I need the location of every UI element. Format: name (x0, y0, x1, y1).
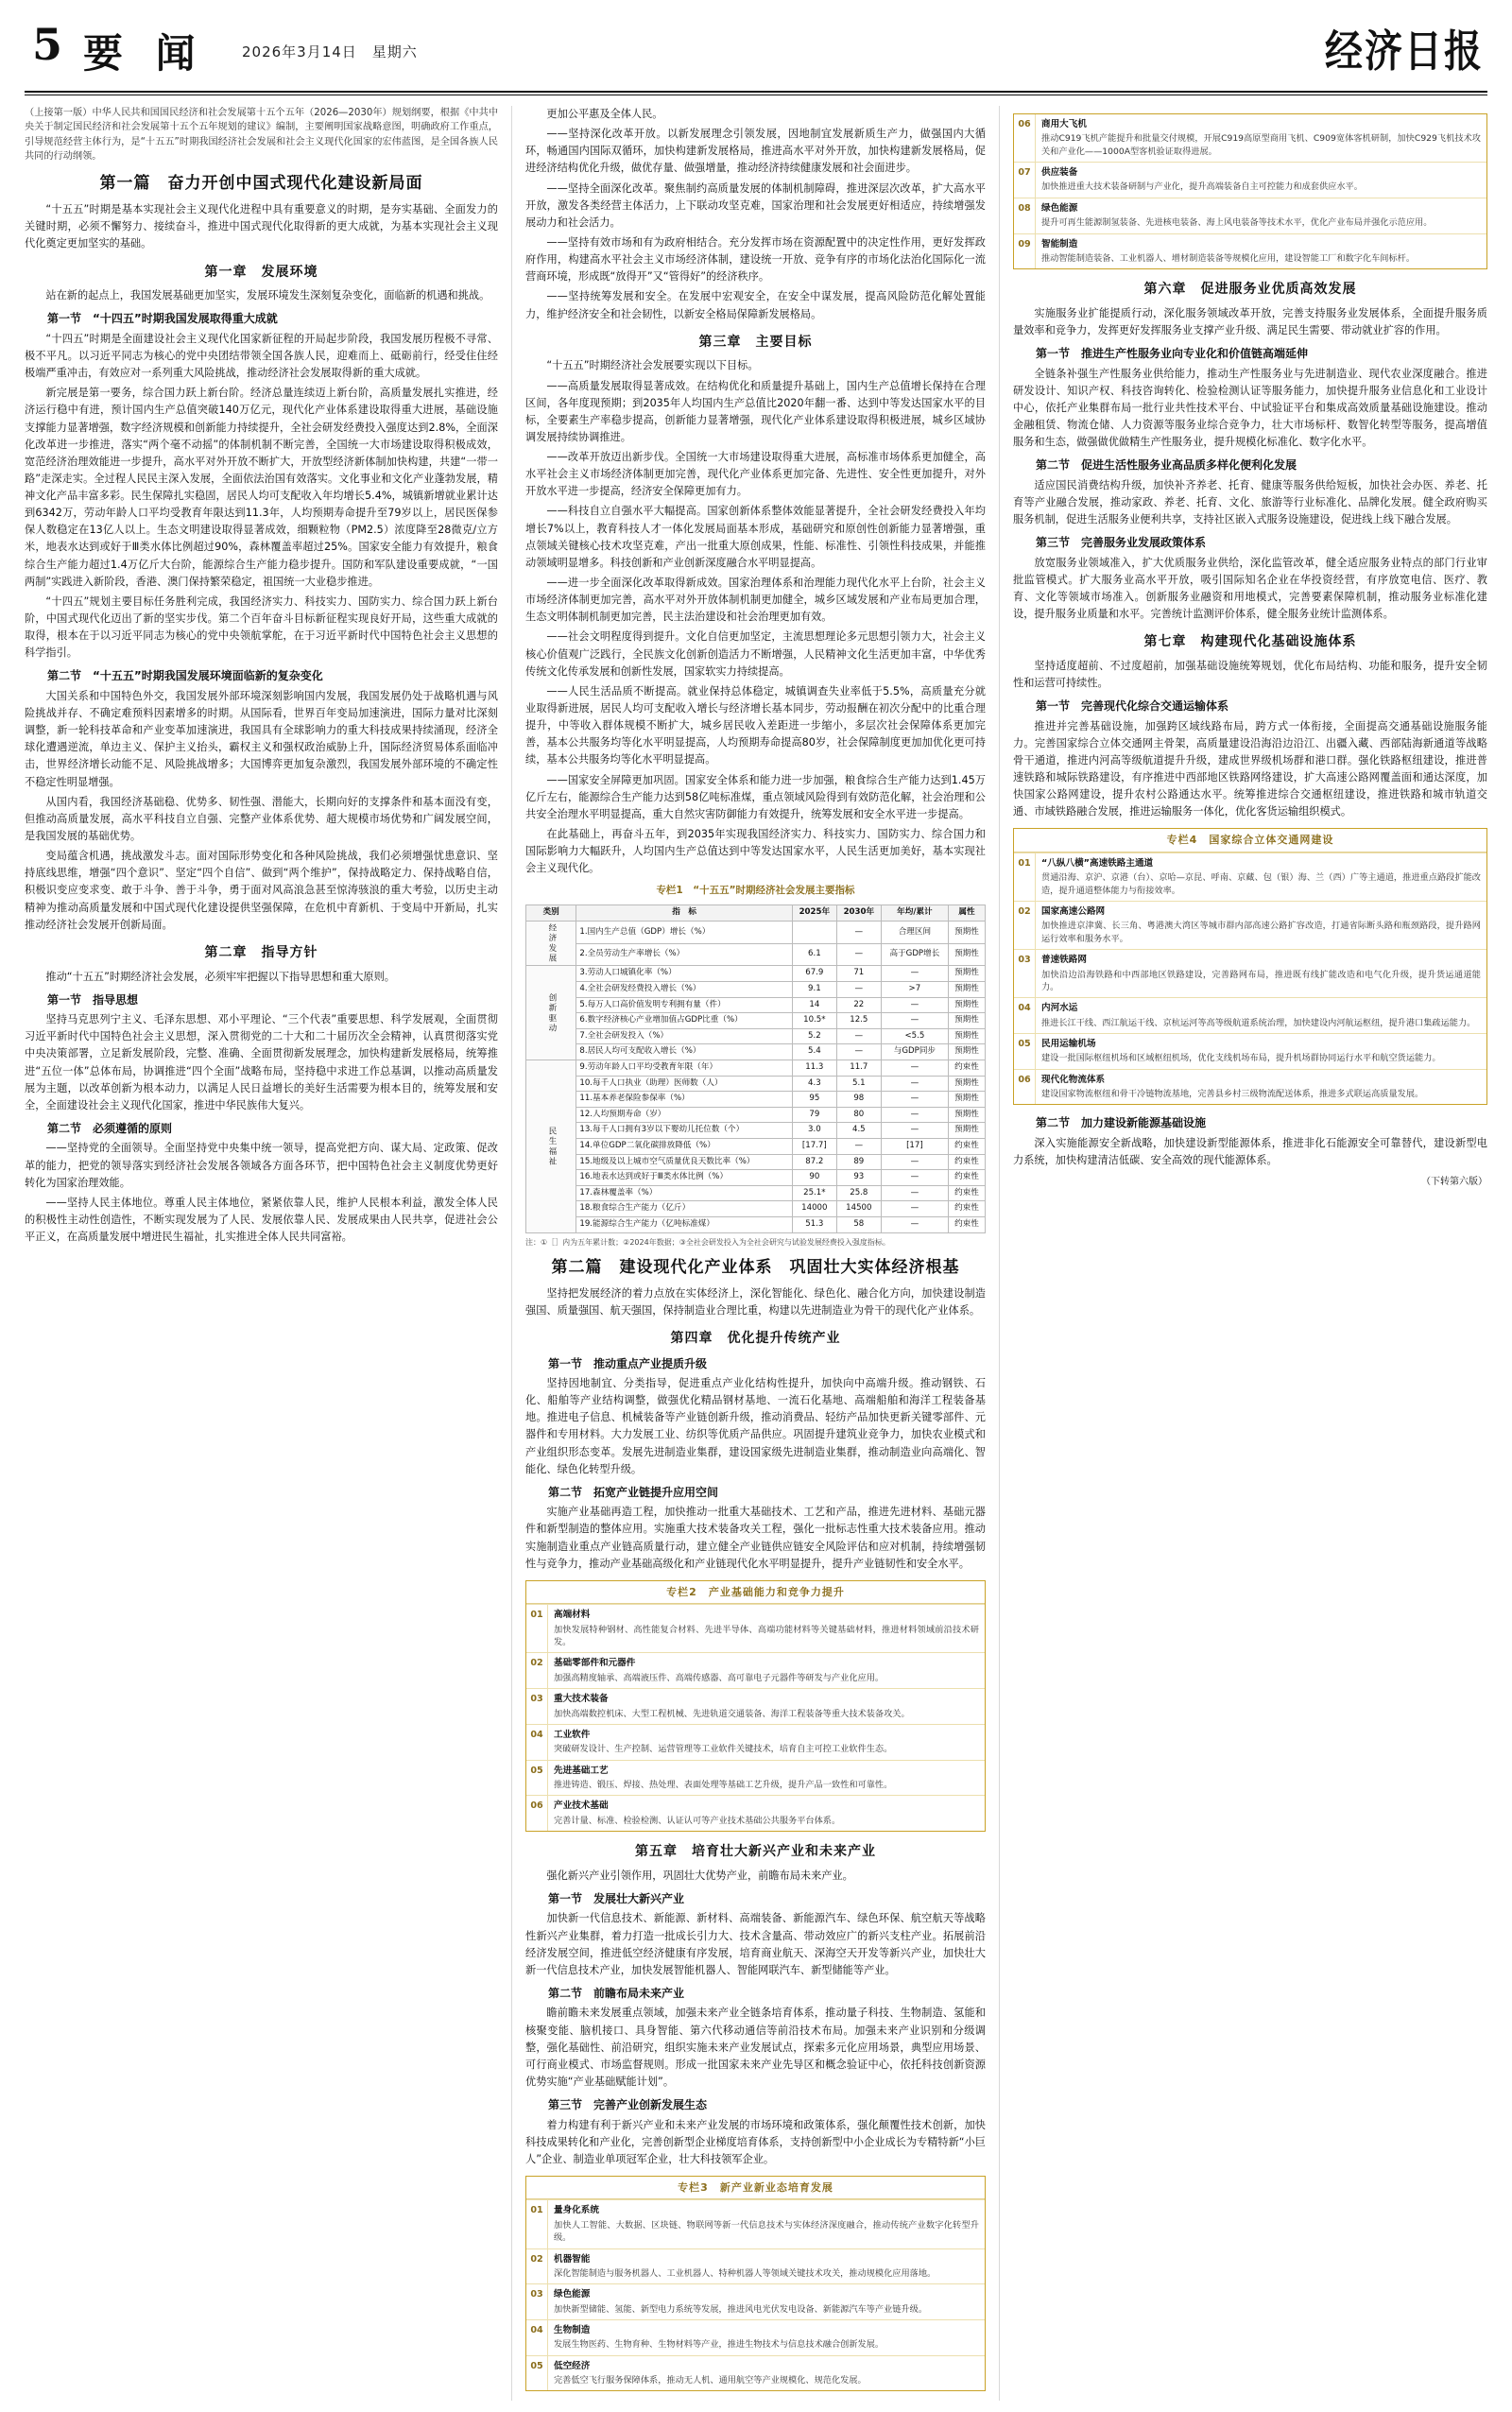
col2-p3: ——坚持全面深化改革。聚焦制约高质量发展的体制机制障碍，推进深层次改革，扩大高水平开放，激发各类经营主体活力，上下联动攻坚克难，国家治理和社会发展更好相适应，持续增强发展动力和社会活力。 (525, 181, 986, 229)
cell-2030: 22 (836, 997, 881, 1013)
chapter-5-lead: 强化新兴产业引领作用，巩固壮大优势产业，前瞻布局未来产业。 (546, 1869, 853, 1882)
cell-indicator: 11.基本养老保险参保率（%） (576, 1092, 792, 1108)
box-row-number: 02 (1014, 902, 1036, 949)
table-row (526, 966, 986, 982)
section-6-3-text: 放宽服务业领域准入，扩大优质服务业供给，深化监管改革，健全适应服务业特点的部门行业审批监管模式。扩大服务业高水平开放，吸引国际知名企业在华投资经营，有序放宽电信、医疗、教育、文化等领域市场准入。创新服务业融资和用地模式，完善要素保障机制，推动服务业标准化建设，提升服务业质量和水平。完善统计监测评价体系，健全服务业统计监测体系。 (1013, 556, 1487, 621)
cell-indicator: 8.居民人均可支配收入增长（%） (576, 1044, 792, 1060)
cell-attr: 预期性 (948, 1092, 985, 1108)
cell-indicator: 10.每千人口执业（助理）医师数（人） (576, 1076, 792, 1092)
th-2025: 2025年 (792, 905, 836, 922)
column-3 (1000, 106, 1487, 2401)
box-row-number: 07 (1014, 163, 1036, 198)
box-row (1014, 901, 1486, 949)
cell-2025: [17.7] (792, 1138, 836, 1154)
cell-attr: 预期性 (948, 966, 985, 982)
box-row-number: 04 (526, 1725, 548, 1760)
chapter-6-lead: 实施服务业扩能提质行动，深化服务领域改革开放，完善支持服务业发展体系，全面提升服务质量效率和竞争力，发挥更好发挥服务业支撑产业升级、满足民生需要、带动就业扩容的作用。 (1013, 306, 1487, 337)
part-2-title: 第二篇 建设现代化产业体系 巩固壮大实体经济根基 (551, 1257, 960, 1277)
section-1-1-p2: 新完展是第一要务，综合国力跃上新台阶。经济总量连续迈上新台阶，高质量发展扎实推进，经济运行稳中有进，预计国内生产总值突破140万亿元，现代化产业体系建设取得重大进展，基础设施支撑能力显著增强，数字经济规模和创新能力持续提升，全社会研发经费投入强度达到2.8%，全面深化改革进一步推进，落实“两个毫不动摇”的体制机制不断完善，全国统一大市场建设取得积极成效，宽范经济治理效能进一步提升，高水平对外开放不断扩大，开放型经济新体制加快构建，共建“一带一路”走深走实。全过程人民民主深入发展，全面依法治国有效落实。文化事业和文化产业蓬勃发展，精神文化产品丰富多彩。民生保障扎实稳固，居民人均可支配收入年均增长5.4%，城镇新增就业累计达到6342万，劳动年龄人口平均受教育年限达到11.3年，人均预期寿命提升至79岁以上，居民医保参保人数稳定在13亿人以上。生态文明建设取得显著成效，细颗粒物（PM2.5）浓度降至28微克/立方米，地表水达到或好于Ⅲ类水体比例超过90%，森林覆盖率超过25%。国家安全能力有效提升，粮食综合生产能力超过1.4万亿斤大台阶，能源综合生产能力稳步提升。国防和军队建设重要成就，“一国两制”实践进入新阶段，香港、澳门保持繁荣稳定，祖国统一大业稳步推进。 (25, 387, 498, 588)
box-row-number: 02 (526, 2249, 548, 2284)
box-row-title: 内河水运 (1041, 1003, 1078, 1014)
section-2-1-title: 第一节 指导思想 (47, 992, 139, 1007)
box-row-number: 01 (526, 2200, 548, 2248)
section-6-2-title: 第二节 促进生活性服务业高品质多样化便利化发展 (1036, 458, 1297, 473)
chapter-3-lead: “十五五”时期经济社会发展要实现以下目标。 (546, 359, 759, 372)
box-equipment-continued (1013, 113, 1487, 269)
cell-indicator: 19.能源综合生产能力（亿吨标准煤） (576, 1216, 792, 1232)
table-row (526, 1201, 986, 1217)
box-row-desc: 提升可再生能源制氢装备、先进核电装备、海上风电装备等技术水平，优化产业布局并强化示范应用。 (1041, 217, 1433, 229)
box-row-title: 智能制造 (1041, 238, 1078, 250)
cell-2025: 5.2 (792, 1028, 836, 1044)
cell-annual: — (881, 1216, 948, 1232)
box-row-title: 绿色能源 (554, 2289, 591, 2300)
chapter-1-title: 第一章 发展环境 (204, 264, 318, 280)
section-2-2-text: ——坚持党的全面领导。全面坚持党中央集中统一领导，提高党把方向、谋大局、定政策、促改革的能力，把党的领导落实到经济社会发展各领域各方面各环节，把中国特色社会主义制度优势更好转化为国家治理效能。 (25, 1142, 498, 1189)
cell-2030: 58 (836, 1216, 881, 1232)
col2-p2: ——坚持深化改革开放。以新发展理念引领发展，因地制宜发展新质生产力，做强国内大循环，畅通国内国际双循环，加快构建新发展格局，推进高水平对外开放，加快构建新发展格局，促进经济结构优化升级，做优存量、做强增量，推动经济持续健康发展和社会面进步。 (525, 128, 986, 175)
cell-annual: — (881, 1201, 948, 1217)
box-title: 专栏2 产业基础能力和竞争力提升 (526, 1581, 985, 1605)
cell-annual: — (881, 1060, 948, 1077)
box-row-number: 05 (526, 2356, 548, 2391)
box-row (526, 2248, 985, 2284)
section-7-1-title: 第一节 完善现代化综合交通运输体系 (1036, 699, 1229, 714)
box-row (1014, 233, 1486, 269)
box-row-title: 先进基础工艺 (554, 1765, 609, 1776)
cell-2030: 89 (836, 1154, 881, 1170)
cell-annual: — (881, 997, 948, 1013)
cell-2030: 98 (836, 1092, 881, 1108)
table-row (526, 1185, 986, 1201)
table-row (526, 1154, 986, 1170)
cell-annual: — (881, 1092, 948, 1108)
chapter-3-item-6: ——人民生活品质不断提高。就业保持总体稳定，城镇调查失业率低于5.5%，高质量充分就业取得新进展，居民人均可支配收入增长与经济增长基本同步，劳动报酬在初次分配中的比重合理提升，中等收入群体规模不断扩大，城乡居民收入差距进一步缩小，多层次社会保障体系更加完善，基本公共服务均等化水平明显提高，人均预期寿命提高80岁，社会保障制度更加加优化更可持续，基本公共服务均等化水平明显提高。 (525, 684, 986, 767)
cell-indicator: 5.每万人口高价值发明专利拥有量（件） (576, 997, 792, 1013)
cell-indicator: 1.国内生产总值（GDP）增长（%） (576, 922, 792, 944)
cell-2025: 3.0 (792, 1123, 836, 1139)
cell-indicator: 2.全员劳动生产率增长（%） (576, 943, 792, 966)
box-row (526, 1795, 985, 1831)
chapter-3-item-2: ——改革开放迈出新步伐。全国统一大市场建设取得重大进展，高标准市场体系更加健全，高水平社会主义市场经济体制更加完善，现代化产业体系更加完备、先进性、安全性更加提升，对外开放水平进一步提高，经济安全保障更加有力。 (525, 451, 986, 498)
section-4-2-title: 第二节 拓宽产业链提升应用空间 (548, 1485, 719, 1499)
cell-annual: — (881, 1170, 948, 1186)
cell-attr: 预期性 (948, 982, 985, 998)
cell-2030: 4.5 (836, 1123, 881, 1139)
part-1-intro: “十五五”时期是基本实现社会主义现代化进程中具有重要意义的时期，是夯实基础、全面发力的关键时期，必须不懈努力、接续奋斗，推进中国式现代化取得新的更大成就，为基本实现社会主义现代化奠定更加坚实的基础。 (25, 203, 498, 250)
cell-2030: 71 (836, 966, 881, 982)
box-row (526, 1760, 985, 1796)
col2-p1: 更加公平惠及全体人民。 (546, 108, 663, 120)
indicator-table-caption: 专栏1 “十五五”时期经济社会发展主要指标 (656, 885, 855, 897)
box-row (526, 1724, 985, 1760)
cell-annual: — (881, 1123, 948, 1139)
cell-2030: — (836, 1138, 881, 1154)
column-1 (25, 106, 512, 2401)
th-annual: 年均/累计 (881, 905, 948, 922)
cell-attr: 预期性 (948, 1044, 985, 1060)
chapter-2-title: 第二章 指导方针 (204, 944, 318, 960)
th-category: 类别 (526, 905, 576, 922)
cell-2025: 11.3 (792, 1060, 836, 1077)
cell-annual: — (881, 1107, 948, 1123)
box-row-title: 产业技术基础 (554, 1800, 609, 1812)
section-title: 要 闻 (83, 30, 205, 77)
section-1-1-p3: “十四五”规划主要目标任务胜利完成，我国经济实力、科技实力、国防实力、综合国力跃上新台阶，中国式现代化迈出了新的坚实步伐。第二个百年奋斗目标新征程实现良好开局，这些重大成就的取得，根本在于以习近平同志为核心的党中央领航掌舵，在于习近平新时代中国特色社会主义思想的科学指引。 (25, 594, 498, 660)
box-row-desc: 加快高端数控机床、大型工程机械、先进轨道交通装备、海洋工程装备等重大技术装备攻关。 (554, 1708, 910, 1719)
chapter-7-lead: 坚持适度超前、不过度超前，加强基础设施统筹规划，优化布局结构、功能和服务，提升安全韧性和运营可持续性。 (1013, 659, 1487, 690)
cell-2030: — (836, 943, 881, 966)
section-6-2-text: 适应国民消费结构升级，加快补齐养老、托育、健康等服务供给短板，加快社会办医、养老、托育等产业融合发展，推动家政、养老、托育、文化、旅游等行业标准化、品牌化发展。健全政府购买服务机制，促进生活服务业便利共享，支持社区嵌入式服务设施建设，促进线上线下融合发展。 (1013, 478, 1487, 526)
section-4-2-text: 实施产业基础再造工程，加快推动一批重大基础技术、工艺和产品，推进先进材料、基础元器件和新型制造的整体应用。实施重大技术装备攻关工程，强化一批标志性重大技术装备应用。推动实施制造业重点产业链高质量行动，建立健全产业链供应链安全风险评估和应对机制，持续增强韧性与竞争力，推动产业基础高级化和产业链现代化水平明显提升，提升产业链韧性和安全水平。 (525, 1506, 986, 1570)
box-row-number: 04 (1014, 998, 1036, 1033)
box-row-desc: 贯通沿海、京沪、京港（台）、京哈—京昆、呼南、京藏、包（银）海、兰（西）广等主通道，推进重点路段扩能改造，提升通道整体能力与衔接效率。 (1041, 872, 1481, 896)
masthead (25, 17, 1487, 93)
cell-annual: <5.5 (881, 1028, 948, 1044)
table-row (526, 1123, 986, 1139)
cell-indicator: 4.全社会研发经费投入增长（%） (576, 982, 792, 998)
table-row (526, 1028, 986, 1044)
box-row-number: 01 (1014, 853, 1036, 901)
table-header-row (526, 905, 986, 922)
box-row-title: 基础零部件和元器件 (554, 1658, 636, 1669)
table-row (526, 1170, 986, 1186)
col2-p4: ——坚持有效市场和有为政府相结合。充分发挥市场在资源配置中的决定性作用，更好发挥政府作用，构建高水平社会主义市场经济体制，建设统一开放、竞争有序的市场化法治化国际化一流营商环境，形成既“放得开”又“管得好”的经济秩序。 (525, 235, 986, 284)
section-2-1-text: 坚持马克思列宁主义、毛泽东思想、邓小平理论、“三个代表”重要思想、科学发展观，全面贯彻习近平新时代中国特色社会主义思想，深入贯彻党的二十大和二十届历次全会精神，认真贯彻落实党中央决策部署，立足新发展阶段，完整、准确、全面贯彻新发展理念，加快构建新发展格局，统筹推进“五位一体”总体布局，协调推进“四个全面”战略布局，坚持稳中求进工作总基调，以推动高质量发展为主题，以改革创新为根本动力，以满足人民日益增长的美好生活需要为根本目的，统筹发展和安全，全面建设社会主义现代化国家，推进中华民族伟大复兴。 (25, 1013, 498, 1111)
box-transport-network (1013, 828, 1487, 1105)
cell-2025: 25.1* (792, 1185, 836, 1201)
box-row (526, 2283, 985, 2319)
box-row-desc: 加快沿边沿海铁路和中西部地区铁路建设，完善路网布局，推进既有线扩能改造和电气化升级，提升货运通道能力。 (1041, 969, 1481, 992)
cell-indicator: 15.地级及以上城市空气质量优良天数比率（%） (576, 1154, 792, 1170)
box-row (1014, 198, 1486, 233)
cell-annual: — (881, 1185, 948, 1201)
cell-annual: 高于GDP增长 (881, 943, 948, 966)
box-row (526, 2199, 985, 2248)
cell-2025: 51.3 (792, 1216, 836, 1232)
chapter-3-item-1: ——高质量发展取得显著成效。在结构优化和质量提升基础上，国内生产总值增长保持在合理区间，各年度现预期；到2035年人均国内生产总值比2020年翻一番、达到中等发达国家水平的目标，全要素生产率稳步提高，创新能力显著增强，现代化产业体系建设取得积极进展，城乡区域协调发展持续协调推进。 (525, 379, 986, 443)
table-row (526, 982, 986, 998)
section-2-2-text2: ——坚持人民主体地位。尊重人民主体地位，紧紧依靠人民，维护人民根本利益，激发全体人民的积极性主动性创造性，不断实现发展为了人民、发展依靠人民、发展成果由人民共享，促进社会公平正义，在高质量发展中增进民生福祉，扎实推进全体人民共同富裕。 (25, 1196, 498, 1244)
section-4-1-title: 第一节 推动重点产业提质升级 (548, 1356, 708, 1370)
box-row-desc: 突破研发设计、生产控制、运营管理等工业软件关键技术，培育自主可控工业软件生态。 (554, 1744, 893, 1755)
th-2030: 2030年 (836, 905, 881, 922)
box-row-desc: 加快新型储能、氢能、新型电力系统等发展，推进风电光伏发电设备、新能源汽车等产业链升级。 (554, 2303, 928, 2315)
box-row-number: 03 (526, 1689, 548, 1724)
section-6-1-text: 全链条补强生产性服务业供给能力，推动生产性服务业与先进制造业、现代农业深度融合。推进研发设计、知识产权、科技咨询转化、检验检测认证等服务能力，加快提升服务业信息化和工业设计中心，依托产业集群布局一批行业共性技术平台、中试验证平台和集成高效质量基础设施建设。推动金融租赁、物流仓储、人力资源等服务业综合竞争力，壮大市场标杆、数智化转型等服务，提高增值服务和生态，做强做优做精生产性服务业，提升规模化标准化、数字化水平。 (1013, 367, 1487, 449)
chapter-1-lead: 站在新的起点上，我国发展基础更加坚实，发展环境发生深刻复杂变化，面临新的机遇和挑战。 (45, 289, 490, 302)
chapter-3-item-3: ——科技自立自强水平大幅提高。国家创新体系整体效能显著提升，全社会研发经费投入年均增长7%以上，教育科技人才一体化发展局面基本形成，基础研究和原创性创新能力显著增强，重点领域关键核心技术攻坚克难，产出一批重大原创成果，性能、标准性、引领性科技成果，并能推动领域明显增多。科技创新和产业创新深度融合水平明显提高。 (525, 505, 986, 569)
cell-2030: — (836, 982, 881, 998)
cell-2025: 95 (792, 1092, 836, 1108)
box-row-desc: 发展生物医药、生物育种、生物材料等产业，推进生物技术与信息技术融合创新发展。 (554, 2339, 885, 2351)
continued-note: （下转第六版） (1421, 1177, 1487, 1188)
box-row (526, 1688, 985, 1724)
box-row-desc: 加强高精度轴承、高端液压件、高端传感器、高可靠电子元器件等研发与产业化应用。 (554, 1672, 885, 1683)
cell-annual: >7 (881, 982, 948, 998)
section-1-2-p1: 大国关系和中国特色外交，我国发展外部环境深刻影响国内发展，我国发展仍处于战略机遇与风险挑战并存、不确定难预料因素增多的时期。从国际看，世界百年变局加速演进，国际力量对比深刻调整，新一轮科技革命和产业变革加速演进，我国具有全球影响力的重大科技成果持续涌现，经济全球化遭遇逆流，单边主义、保护主义抬头，霸权主义和强权政治威胁上升，国际经济贸易体系面临冲击，世界经济增长动能不足、风险挑战增多；大国博弈更加复杂激烈，我国发展外部环境的不确定性不稳定性明显增强。 (25, 689, 498, 788)
box-row (526, 1604, 985, 1652)
cell-2030: 93 (836, 1170, 881, 1186)
cell-attr: 预期性 (948, 1013, 985, 1029)
cell-attr: 预期性 (948, 1076, 985, 1092)
chapter-3-item-8: 在此基础上，再奋斗五年，到2035年实现我国经济实力、科技实力、国防实力、综合国力和国际影响力大幅跃升，人均国内生产总值达到中等发达国家水平，人民生活更加美好，基本实现社会主义现代化。 (525, 828, 986, 875)
cell-2025: 87.2 (792, 1154, 836, 1170)
cell-attr: 约束性 (948, 1138, 985, 1154)
section-5-1-title: 第一节 发展壮大新兴产业 (548, 1891, 685, 1905)
section-7-2-title: 第二节 加力建设新能源基础设施 (1036, 1116, 1207, 1130)
box-row-desc: 推动C919飞机产能提升和批量交付规模，开展C919高原型商用飞机、C909宽体客机研制，加快C929飞机技术攻关和产业化——1000A型客机验证取得进展。 (1041, 133, 1481, 157)
box-row-desc: 完善计量、标准、检验检测、认证认可等产业技术基础公共服务平台体系。 (554, 1815, 841, 1826)
cell-annual: 合理区间 (881, 922, 948, 944)
cell-2025: 67.9 (792, 966, 836, 982)
cell-annual: — (881, 1013, 948, 1029)
indicator-table-body (526, 922, 986, 1233)
chapter-3-item-7: ——国家安全屏障更加巩固。国家安全体系和能力进一步加强，粮食综合生产能力达到1.45万亿斤左右，能源综合生产能力达到58亿吨标准煤，重点领域风险得到有效防范化解，社会治理和公共安全治理水平明显提高，重大自然灾害防御能力有效提升，统筹发展和安全水平进一步提高。 (525, 773, 986, 820)
cell-attr: 预期性 (948, 1123, 985, 1139)
box-row-number: 02 (526, 1653, 548, 1688)
section-1-1-title: 第一节 “十四五”时期我国发展取得重大成就 (47, 312, 278, 326)
box-new-industry (525, 2176, 986, 2392)
part-1-title: 第一篇 奋力开创中国式现代化建设新局面 (99, 174, 423, 194)
box-row-title: 低空经济 (554, 2360, 591, 2371)
section-1-2-title: 第二节 “十五五”时期我国发展环境面临新的复杂变化 (47, 669, 323, 683)
table-row (526, 943, 986, 966)
cell-annual: — (881, 1076, 948, 1092)
box-row (1014, 853, 1486, 901)
cell-attr: 约束性 (948, 1170, 985, 1186)
box-row-title: “八纵八横”高速铁路主通道 (1041, 857, 1154, 869)
box-row-number: 08 (1014, 198, 1036, 233)
table-row (526, 1216, 986, 1232)
box-row-desc: 推动智能制造装备、工业机器人、增材制造装备等规模化应用，建设智能工厂和数字化车间标杆。 (1041, 252, 1416, 264)
th-attr: 属性 (948, 905, 985, 922)
cell-2025: 10.5* (792, 1013, 836, 1029)
box-row-desc: 建设一批国际枢纽机场和区域枢纽机场，优化支线机场布局，提升机场群协同运行水平和航空货运能力。 (1041, 1053, 1441, 1064)
indicator-table (525, 904, 986, 1232)
group-label: 创新驱动 (526, 966, 576, 1060)
box-row-number: 03 (1014, 950, 1036, 997)
table-row (526, 922, 986, 944)
box-row-number: 06 (526, 1796, 548, 1831)
cell-attr: 预期性 (948, 922, 985, 944)
section-1-2-p2: 从国内看，我国经济基础稳、优势多、韧性强、潜能大，长期向好的支撑条件和基本面没有变，但推动高质量发展，高水平科技自立自强、完整产业体系优势、超大规模市场优势和广阔发展空间，是我国发展的基础优势。 (25, 795, 498, 843)
th-indicator: 指 标 (576, 905, 792, 922)
cell-2030: 11.7 (836, 1060, 881, 1077)
box-row-desc: 完善低空飞行服务保障体系，推动无人机、通用航空等产业规模化、规范化发展。 (554, 2375, 867, 2386)
section-1-1-p1: “十四五”时期是全面建设社会主义现代化国家新征程的开局起步阶段，我国发展历程极不寻常、极不平凡。以习近平同志为核心的党中央团结带领全国各族人民，迎难而上、砥砺前行，经受住住经极端严重冲击，有效应对一系列重大风险挑战，推动经济社会发展取得新的重大成就。 (25, 332, 498, 380)
chapter-6-title: 第六章 促进服务业优质高效发展 (1143, 282, 1357, 298)
table-row (526, 1060, 986, 1077)
cell-indicator: 3.劳动人口城镇化率（%） (576, 966, 792, 982)
cell-attr: 约束性 (948, 1154, 985, 1170)
section-4-1-text: 坚持因地制宜、分类指导，促进重点产业化结构性提升，加快向中高端升级。推动钢铁、石化、船舶等产业结构调整，做强优化精品钢材基地、一流石化基地、高端船舶和海洋工程装备基地。推进电子信息、机械装备等产业链创新升级，推动消费品、轻纺产品加快更新关键零部件、元器件和专用材料。大力发展工业、纺织等优质产品供应。巩固提升建筑业竞争力，加快农业模式和产业组织形态变革。发展先进制造业集群，建设国家级先进制造业集群，推动制造业向高端化、智能化、绿色化转型升级。 (525, 1377, 986, 1475)
box-row-title: 民用运输机场 (1041, 1038, 1096, 1049)
column-2 (512, 106, 1000, 2401)
box-row-title: 高端材料 (554, 1610, 591, 1621)
section-6-3-title: 第三节 完善服务业发展政策体系 (1036, 536, 1207, 550)
content-columns (25, 106, 1487, 2401)
cell-2030: 5.1 (836, 1076, 881, 1092)
part-2-lead: 坚持把发展经济的着力点放在实体经济上，深化智能化、绿色化、融合化方向，加快建设制造强国、质量强国、航天强国，保持制造业合理比重，构建以先进制造业为骨干的现代化产业体系。 (525, 1286, 986, 1317)
cell-2030: — (836, 1028, 881, 1044)
box-row-title: 机器智能 (554, 2253, 591, 2265)
newspaper-page (0, 17, 1512, 2386)
section-5-2-text: 瞻前瞻未来发展重点领域，加强未来产业全链条培育体系，推动量子科技、生物制造、氢能和核聚变能、脑机接口、具身智能、第六代移动通信等前沿技术布局。加强未来产业识别和分级调整，强化基础性、前沿研究，组织实施未来产业发展试点，探索多元化应用场景，典型应用场景、可行商业模式、市场监督规则。形成一批国家未来产业先导区和概念验证中心，依托科技创新资源优势实施“产业基础赋能计划”。 (525, 2007, 986, 2088)
cell-annual: — (881, 1154, 948, 1170)
group-label: 民生福祉 (526, 1060, 576, 1233)
box-row-title: 工业软件 (554, 1729, 591, 1740)
box-row-title: 量身化系统 (554, 2205, 599, 2216)
box-row-desc: 加快推进京津冀、长三角、粤港澳大湾区等城市群内部高速公路扩容改造，打通省际断头路和瓶颈路段，提升路网运行效率和服务水平。 (1041, 921, 1481, 944)
cell-attr: 约束性 (948, 1185, 985, 1201)
issue-date: 2026年3月14日 星期六 (242, 43, 418, 60)
box-row-desc: 深化智能制造与服务机器人、工业机器人、特种机器人等领域关键技术攻关，推动规模化应用落地。 (554, 2267, 936, 2279)
cell-indicator: 13.每千人口拥有3岁以下婴幼儿托位数（个） (576, 1123, 792, 1139)
box-row-desc: 加快发展特种钢材、高性能复合材料、先进半导体、高端功能材料等关键基础材料，推进材料领域前沿技术研发。 (554, 1624, 979, 1648)
col2-p5: ——坚持统筹发展和安全。在发展中宏观安全，在安全中谋发展，提高风险防范化解处置能力，维护经济安全和社会韧性，以新安全格局保障新发展格局。 (525, 290, 986, 320)
cell-attr: 预期性 (948, 1107, 985, 1123)
section-5-2-title: 第二节 前瞻布局未来产业 (548, 1986, 685, 2000)
box-row-number: 01 (526, 1605, 548, 1652)
box-row-desc: 推进长江干线、西江航运干线、京杭运河等高等级航道系统治理，加快建设内河航运枢纽，提升港口集疏运能力。 (1041, 1017, 1476, 1028)
box-row-title: 现代化物流体系 (1041, 1074, 1106, 1085)
cell-annual: 与GDP同步 (881, 1044, 948, 1060)
box-row-desc: 加快人工智能、大数据、区块链、物联网等新一代信息技术与实体经济深度融合，推动传统产业数字化转型升级。 (554, 2219, 979, 2244)
cell-2030: 80 (836, 1107, 881, 1123)
cell-2030: — (836, 922, 881, 944)
chapter-4-title: 第四章 优化提升传统产业 (670, 1330, 841, 1346)
box-row (1014, 1069, 1486, 1105)
cell-attr: 约束性 (948, 1060, 985, 1077)
box-row-title: 重大技术装备 (554, 1694, 609, 1705)
cell-indicator: 14.单位GDP二氧化碳排放降低（%） (576, 1138, 792, 1154)
box-row (1014, 114, 1486, 162)
paper-logo: 经济日报 (1325, 26, 1484, 78)
cell-indicator: 18.粮食综合生产能力（亿斤） (576, 1201, 792, 1217)
table-row (526, 1076, 986, 1092)
box-row-title: 生物制造 (554, 2325, 591, 2335)
section-5-3-title: 第三节 完善产业创新发展生态 (548, 2098, 708, 2112)
cell-annual: [17] (881, 1138, 948, 1154)
box-row-desc: 加快推进重大技术装备研制与产业化，提升高端装备自主可控能力和成套供应水平。 (1041, 181, 1363, 193)
table-row (526, 1138, 986, 1154)
indicator-table-note: 注：①［］内为五年累计数；②2024年数据；③全社会研发投入为全社会研究与试验发展经费投入强度指标。 (525, 1237, 890, 1247)
box-row-number: 09 (1014, 234, 1036, 269)
box-row (1014, 162, 1486, 198)
box-row (526, 2355, 985, 2391)
cell-indicator: 7.全社会研发投入（%） (576, 1028, 792, 1044)
section-7-1-text: 推进并完善基础设施，加强跨区域线路布局，跨方式一体衔接，全面提高交通基础设施服务能力。完善国家综合立体交通网主骨架，高质量建设沿海沿边沿江、出疆入藏、西部陆海新通道等战略骨干通道，推进内河高等级航道提升升级，建成世界级机场群和港口群。强化铁路枢纽建设，推进普速铁路和城际铁路建设，有序推进中西部地区铁路网络建设，扩大高速公路网覆盖面和通达深度，加快国家公路网建设，提升农村公路通达水平。统筹推进综合交通枢纽建设，推进铁路和城市轨道交通、市域铁路融合发展，推进运输服务一体化，优化客货运输组织模式。 (1013, 719, 1487, 818)
cell-2025 (792, 922, 836, 944)
section-5-1-text: 加快新一代信息技术、新能源、新材料、高端装备、新能源汽车、绿色环保、航空航天等战略性新兴产业集群，着力打造一批成长引力大、技术含量高、带动效应广的新兴支柱产业。拓展前沿经济发展空间，推进低空经济健康有序发展，培育商业航天、深海空天开发等新兴产业，加快壮大新一代信息技术产业，加快发展智能机器人、智能网联汽车、新型储能等产业。 (525, 1912, 986, 1976)
cell-indicator: 12.人均预期寿命（岁） (576, 1107, 792, 1123)
cell-2025: 5.4 (792, 1044, 836, 1060)
box-row-number: 06 (1014, 114, 1036, 162)
section-5-3-text: 着力构建有利于新兴产业和未来产业发展的市场环境和政策体系，强化颠覆性技术创新，加快科技成果转化和产业化，完善创新型企业梯度培育体系，支持创新型中小企业成长为专精特新“小巨人”企业、制造业单项冠军企业，壮大科技领军企业。 (525, 2118, 986, 2165)
cell-indicator: 16.地表水达到或好于Ⅲ类水体比例（%） (576, 1170, 792, 1186)
cell-annual: — (881, 966, 948, 982)
cell-2030: 14500 (836, 1201, 881, 1217)
box-row-number: 04 (526, 2320, 548, 2355)
cell-2025: 14 (792, 997, 836, 1013)
chapter-2-lead: 推动“十五五”时期经济社会发展，必须牢牢把握以下指导思想和重大原则。 (45, 970, 395, 983)
cell-2025: 4.3 (792, 1076, 836, 1092)
group-label: 经济发展 (526, 922, 576, 966)
cell-indicator: 17.森林覆盖率（%） (576, 1185, 792, 1201)
box-row-number: 05 (1014, 1034, 1036, 1069)
box-row-title: 供应装备 (1041, 167, 1078, 179)
cell-indicator: 6.数字经济核心产业增加值占GDP比重（%） (576, 1013, 792, 1029)
chapter-3-item-5: ——社会文明程度得到提升。文化自信更加坚定，主流思想理论多元思想引领力大，社会主义核心价值观广泛践行，全民族文化创新创造活力不断增强，人民精神文化生活更加丰富，中华优秀传统文化传承发展和创新性发展，国家软实力持续提高。 (525, 630, 986, 678)
cell-2030: 12.5 (836, 1013, 881, 1029)
cell-2030: — (836, 1044, 881, 1060)
section-1-2-p3: 变局蕴含机遇，挑战激发斗志。面对国际形势变化和各种风险挑战，我们必须增强忧患意识、坚持底线思维，增强“四个意识”、坚定“四个自信”、做到“两个维护”，保持战略定力、保持战略自信，积极识变应变求变、敢于斗争、善于斗争，勇于面对风高浪急甚至惊涛骇浪的重大考验，以历史主动精神为推动高质量发展和中国式现代化建设提供坚强保障，在危机中育新机、于变局中开新局，扎实推动经济社会发展开创新局面。 (25, 850, 498, 931)
cell-2025: 14000 (792, 1201, 836, 1217)
continuation-note: （上接第一版）中华人民共和国国民经济和社会发展第十五个五年（2026—2030年）规划纲要，根据《中共中央关于制定国民经济和社会发展第十五个五年规划的建议》编制，主要阐明国家战略意图，明确政府工作重点，引导规范经营主体行为，是“十五五”时期我国经济社会发展和社会主义现代化国家的宏伟蓝图，是全国各族人民共同的行动纲领。 (25, 108, 499, 162)
chapter-5-title: 第五章 培育壮大新兴产业和未来产业 (635, 1844, 876, 1860)
cell-attr: 预期性 (948, 1028, 985, 1044)
box-row (526, 1652, 985, 1688)
box-row-title: 国家高速公路网 (1041, 906, 1106, 918)
section-2-2-title: 第二节 必须遵循的原则 (47, 1121, 173, 1135)
page-number: 5 (32, 19, 65, 70)
table-row (526, 1044, 986, 1060)
cell-attr: 预期性 (948, 997, 985, 1013)
section-6-1-title: 第一节 推进生产性服务业向专业化和价值链高端延伸 (1036, 347, 1309, 361)
box-row-title: 商用大飞机 (1041, 119, 1087, 129)
table-row (526, 997, 986, 1013)
cell-2025: 9.1 (792, 982, 836, 998)
table-row (526, 1092, 986, 1108)
box-row (1014, 1033, 1486, 1069)
chapter-7-title: 第七章 构建现代化基础设施体系 (1143, 634, 1357, 650)
box-row (1014, 949, 1486, 997)
box-title: 专栏3 新产业新业态培育发展 (526, 2177, 985, 2200)
cell-attr: 约束性 (948, 1201, 985, 1217)
cell-indicator: 9.劳动年龄人口平均受教育年限（年） (576, 1060, 792, 1077)
table-row (526, 1107, 986, 1123)
cell-2025: 79 (792, 1107, 836, 1123)
box-row-desc: 推进铸造、锻压、焊接、热处理、表面处理等基础工艺升级，提升产品一致性和可靠性。 (554, 1780, 893, 1791)
chapter-3-title: 第三章 主要目标 (698, 334, 813, 350)
box-row-desc: 建设国家物流枢纽和骨干冷链物流基地，完善县乡村三级物流配送体系，推进多式联运高质量发展。 (1041, 1089, 1424, 1100)
box-row-title: 普速铁路网 (1041, 955, 1087, 966)
box-row-number: 03 (526, 2284, 548, 2319)
cell-2025: 90 (792, 1170, 836, 1186)
chapter-3-item-4: ——进一步全面深化改革取得新成效。国家治理体系和治理能力现代化水平上台阶，社会主义市场经济体制更加完善，高水平对外开放体制机制更加健全，城乡区域发展和产业布局更加合理，生态文明体制机制更加完善，民主法治建设和社会治理更加有效。 (525, 577, 986, 624)
cell-attr: 约束性 (948, 1216, 985, 1232)
box-title: 专栏4 国家综合立体交通网建设 (1014, 829, 1486, 853)
box-row (526, 2319, 985, 2355)
box-industry-base (525, 1580, 986, 1832)
box-row-number: 05 (526, 1761, 548, 1796)
section-7-2-text: 深入实施能源安全新战略，加快建设新型能源体系，推进非化石能源安全可靠替代，建设新型电力系统，加快构建清洁低碳、安全高效的现代能源体系。 (1013, 1136, 1487, 1166)
box-row (1014, 997, 1486, 1033)
cell-2030: 25.8 (836, 1185, 881, 1201)
box-row-number: 06 (1014, 1070, 1036, 1105)
table-row (526, 1013, 986, 1029)
cell-2025: 6.1 (792, 943, 836, 966)
cell-attr: 预期性 (948, 943, 985, 966)
box-row-title: 绿色能源 (1041, 202, 1078, 214)
